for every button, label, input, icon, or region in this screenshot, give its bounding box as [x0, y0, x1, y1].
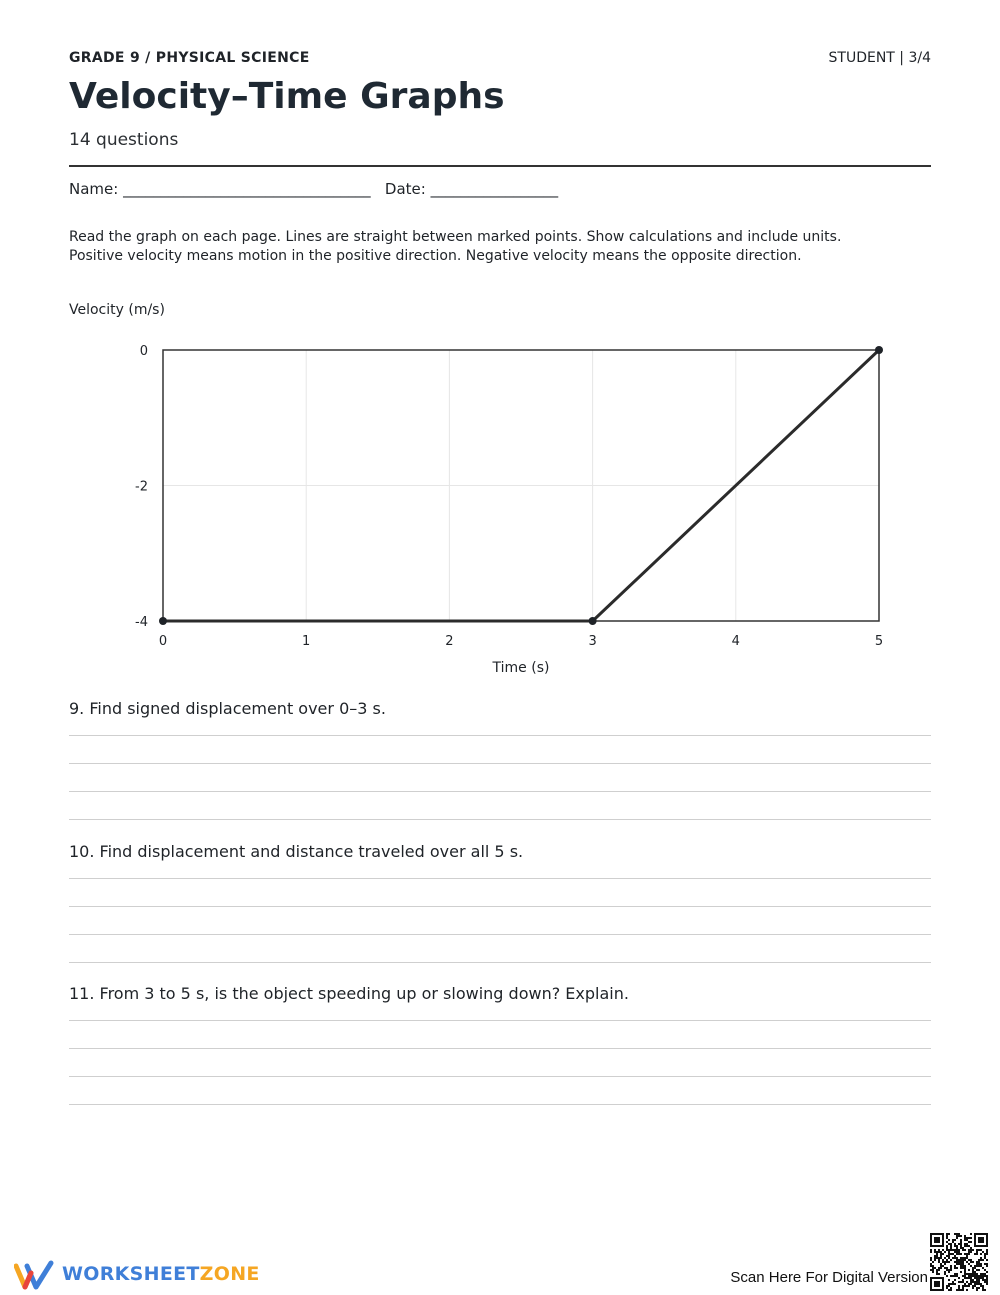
student-page-indicator: STUDENT | 3/4 [828, 50, 931, 66]
question-10: 10. Find displacement and distance traveled over all 5 s. [69, 842, 524, 861]
header-divider [69, 165, 931, 167]
x-tick-label: 5 [874, 634, 884, 649]
answer-line[interactable] [69, 934, 931, 935]
name-field[interactable]: _________________________________ [123, 180, 371, 198]
answer-line[interactable] [69, 1048, 931, 1049]
data-point [875, 346, 883, 354]
y-axis-label: Velocity (m/s) [69, 302, 165, 318]
x-tick-label: 2 [445, 634, 454, 649]
x-tick-label: 0 [158, 634, 168, 649]
instruction-line: Positive velocity means motion in the positive direction. Negative velocity means the opposite direction. [69, 247, 802, 264]
name-date-row [69, 180, 558, 198]
x-axis-label: Time (s) [492, 660, 550, 676]
answer-line[interactable] [69, 1020, 931, 1021]
velocity-time-chart [0, 290, 1000, 690]
answer-line[interactable] [69, 962, 931, 963]
worksheetzone-logo-icon [14, 1260, 56, 1290]
answer-line[interactable] [69, 1076, 931, 1077]
y-tick-label: -4 [135, 615, 148, 630]
answer-line[interactable] [69, 878, 931, 879]
scan-instruction: Scan Here For Digital Version [730, 1269, 928, 1286]
instructions [69, 228, 939, 265]
y-tick-label: -2 [135, 479, 148, 495]
answer-line[interactable] [69, 906, 931, 907]
qr-code-icon[interactable] [930, 1233, 988, 1291]
page-title: Velocity–Time Graphs [69, 76, 505, 117]
y-tick-label: 0 [139, 344, 148, 359]
data-point [589, 617, 597, 625]
x-tick-label: 4 [731, 634, 740, 649]
header-row [69, 50, 931, 70]
question-9: 9. Find signed displacement over 0–3 s. [69, 699, 386, 718]
x-tick-label: 1 [302, 634, 311, 649]
chart-ticks [135, 344, 883, 649]
brand-wordmark[interactable]: WORKSHEETZONE [62, 1263, 260, 1285]
chart-grid [163, 350, 879, 621]
grade-subject-label: GRADE 9 / PHYSICAL SCIENCE [69, 50, 310, 66]
answer-line[interactable] [69, 763, 931, 764]
answer-line[interactable] [69, 1104, 931, 1105]
date-label: Date: [384, 180, 426, 198]
answer-line[interactable] [69, 791, 931, 792]
question-count: 14 questions [69, 130, 179, 150]
x-tick-label: 3 [588, 634, 597, 649]
question-11: 11. From 3 to 5 s, is the object speeding up or slowing down? Explain. [69, 984, 629, 1003]
answer-line[interactable] [69, 819, 931, 820]
instruction-line: Read the graph on each page. Lines are straight between marked points. Show calculations and include units. [69, 229, 842, 245]
answer-line[interactable] [69, 735, 931, 736]
date-field[interactable]: _________________ [430, 180, 559, 198]
data-point [159, 617, 167, 625]
name-label: Name: [69, 180, 119, 198]
